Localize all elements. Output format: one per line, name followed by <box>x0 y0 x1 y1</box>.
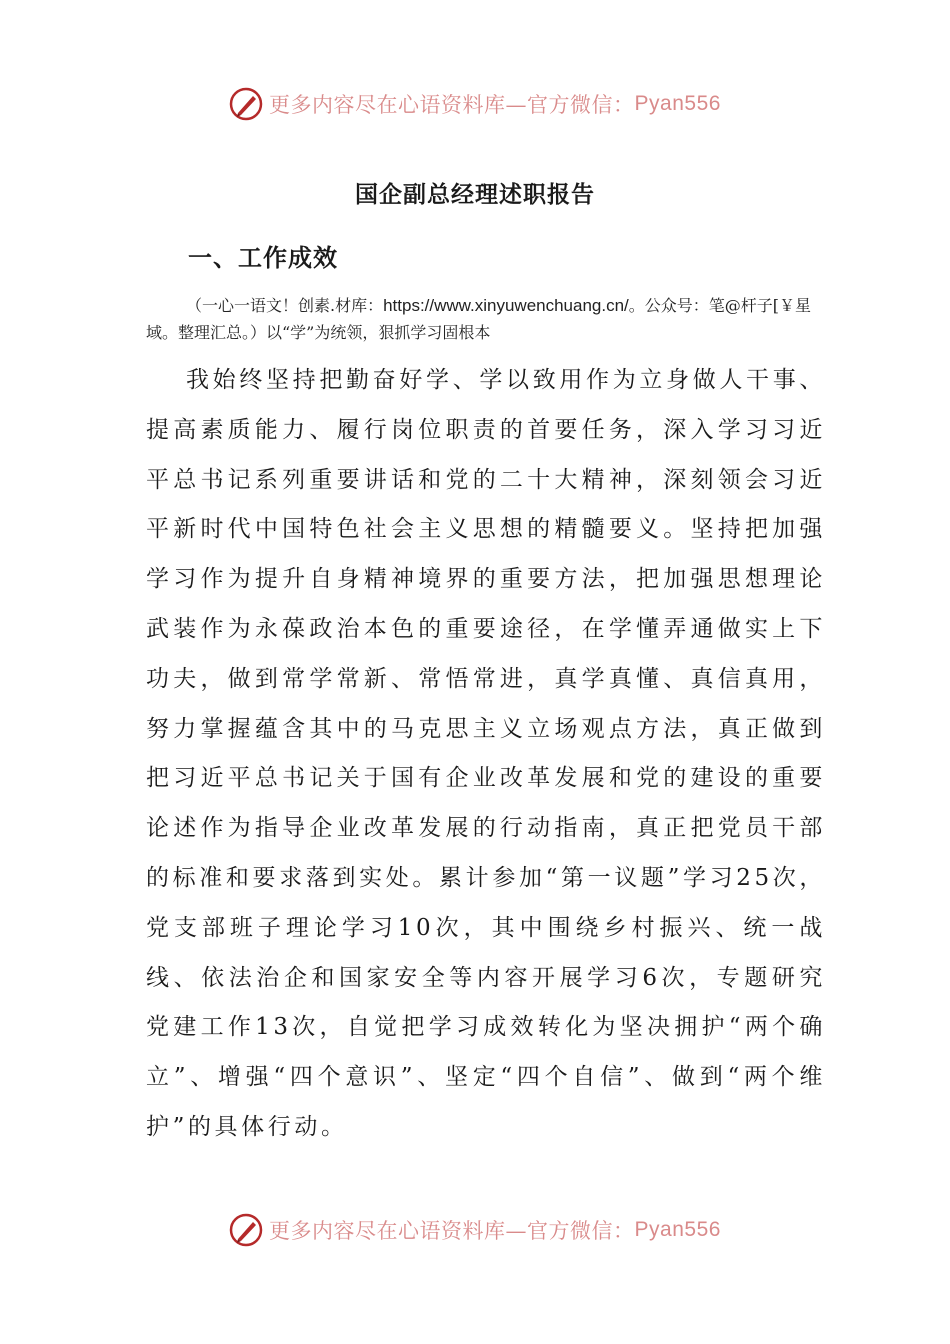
banner-text: 更多内容尽在心语资料库—官方微信： <box>269 1219 635 1243</box>
note-prefix: （一心一语文！创素.材库： <box>186 296 384 315</box>
pen-logo-icon <box>229 1213 263 1247</box>
footer-banner <box>0 1210 950 1250</box>
body-paragraph: 我始终坚持把勤奋好学、学以致用作为立身做人干事、提高素质能力、履行岗位职责的首要任务，深入学习习近平总书记系列重要讲话和党的二十大精神，深刻领会习近平新时代中国特色社会主义思想的精髓要义。坚持把加强学习作为提升自身精神境界的重要方法，把加强思想理论武装作为永葆政治本色的重要途径，在学懂弄通做实上下功夫，做到常学常新、常悟常进，真学真懂、真信真用，努力掌握蕴含其中的马克思主义立场观点方法，真正做到把习近平总书记关于国有企业改革发展和党的建设的重要论述作为指导企业改革发展的行动指南，真正把党员干部的标准和要求落到实处。累计参加“第一议题”学习25次，党支部班子理论学习10次，其中围绕乡村振兴、统一战线、依法治企和国家安全等内容开展学习6次，专题研究党建工作13次，自觉把学习成效转化为坚决拥护“两个确立”、增强“四个意识”、坚定“四个自信”、做到“两个维护”的具体行动。 <box>146 367 826 1140</box>
banner-wechat-id: Pyan556 <box>634 1218 721 1241</box>
section-heading: 一、工作成效 <box>188 243 338 272</box>
banner-text: 更多内容尽在心语资料库—官方微信： <box>269 93 635 117</box>
note-url: https://www.xinyuwenchuang.cn/ <box>383 296 629 315</box>
source-note <box>146 292 826 346</box>
banner-wechat-id: Pyan556 <box>634 92 721 115</box>
note-suffix: 。公众号：笔@杆子[￥星域。整理汇总。）以“学”为统领，狠抓学习固根本 <box>146 296 812 342</box>
pen-logo-icon <box>229 87 263 121</box>
document-title: 国企副总经理述职报告 <box>355 181 595 208</box>
header-banner <box>0 84 950 124</box>
